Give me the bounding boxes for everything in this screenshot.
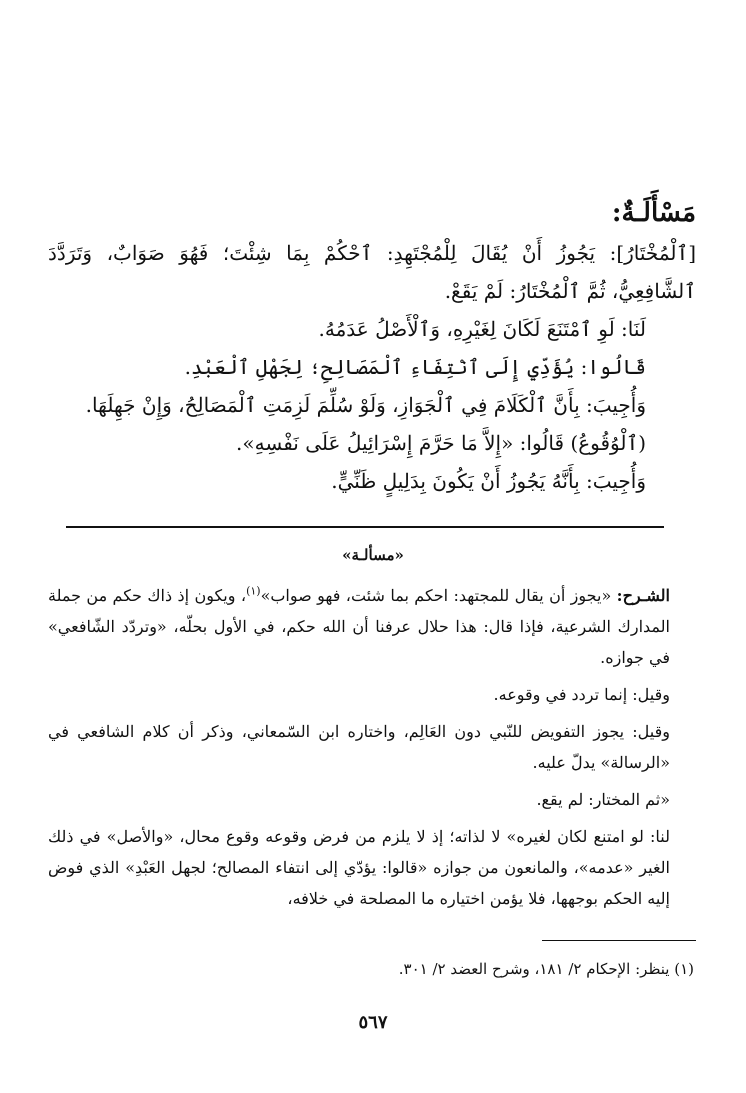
matn-text: [48, 234, 696, 500]
matn-line: وَأُجِيبَ: بِأَنَّهُ يَجُوزُ أَنْ يَكُونَ بِدَلِيلٍ ظَنِّيٍّ.: [331, 469, 646, 493]
matn-line: [ٱلْمُخْتَارُ]: يَجُوزُ أَنْ يُقَالَ لِلْمُجْتَهِدِ: ٱحْكُمْ بِمَا شِئْتَ؛ فَهُوَ صَوَابٌ، وَتَرَدَّدَ ٱلشَّافِعِيُّ، ثُمَّ ٱلْمُخْتَارُ: لَمْ يَقَعْ.: [48, 241, 696, 303]
commentary-text: [48, 580, 696, 914]
commentary-heading: «مسألـة»: [342, 546, 404, 564]
commentary-label: الشـرح:: [616, 586, 670, 605]
matn-line: (ٱلْوُقُوعُ) قَالُوا: «إِلاَّ مَا حَرَّمَ إِسْرَائِيلُ عَلَى نَفْسِهِ».: [236, 431, 646, 455]
commentary-quote: «يجوز أن يقال للمجتهد: احكم بما شئت، فهو صواب»: [260, 586, 612, 605]
commentary-paragraph: لنا: لو امتنع لكان لغيره» لا لذاته؛ إذ لا يلزم من فرض وقوعه وقوع محال، «والأصل» في ذلك الغير «عدمه»، والمانعون من جوازه «قالوا: يؤدّي إلى انتفاء المصالح؛ لجهل العَبْدِ» الذي فوض إليه الحكم بوجهها، فلا يؤمن اختياره ما المصلحة في خلافه،: [48, 827, 670, 908]
matn-line: لَنَا: لَوِ ٱمْتَنَعَ لَكَانَ لِغَيْرِهِ، وَٱلْأَصْلُ عَدَمُهُ.: [318, 317, 646, 341]
divider-line: [66, 526, 664, 528]
footnote-divider: [542, 940, 696, 941]
commentary-continuation: ، ويكون إذ ذاك حكم من جملة المدارك الشرعية، فإذا قال: هذا حلال عرفنا أن الله حكم، في الأول بحلّه، «وتردّد الشّافعي» في جوازه.: [48, 586, 670, 667]
section-heading: مَسْأَلَـةٌ:: [611, 198, 696, 228]
commentary-paragraph: وقيل: يجوز التفويض للنّبي دون العَالِم، واختاره ابن السّمعاني، وذكر أن كلام الشافعي في «الرسالة» يدلّ عليه.: [48, 722, 670, 772]
matn-line: وَأُجِيبَ: بِأَنَّ ٱلْكَلَامَ فِي ٱلْجَوَازِ، وَلَوْ سُلِّمَ لَزِمَتِ ٱلْمَصَالِحُ، وَإِنْ جَهِلَهَا.: [85, 393, 646, 417]
commentary-paragraph: وقيل: إنما تردد في وقوعه.: [493, 685, 670, 704]
footnote: (١) ينظر: الإحكام ٢/ ١٨١، وشرح العضد ٢/ ٣٠١.: [398, 960, 694, 978]
commentary-paragraph: [48, 580, 696, 673]
page-number: ٥٦٧: [358, 1012, 388, 1033]
footnote-reference: (١): [246, 584, 261, 598]
commentary-paragraph: «ثم المختار: لم يقع.: [536, 790, 670, 809]
matn-line: قَالُوا: يُؤَدِّي إِلَى ٱنْتِفَاءِ ٱلْمَصَالِحِ؛ لِجَهْلِ ٱلْعَبْدِ.: [184, 355, 646, 379]
